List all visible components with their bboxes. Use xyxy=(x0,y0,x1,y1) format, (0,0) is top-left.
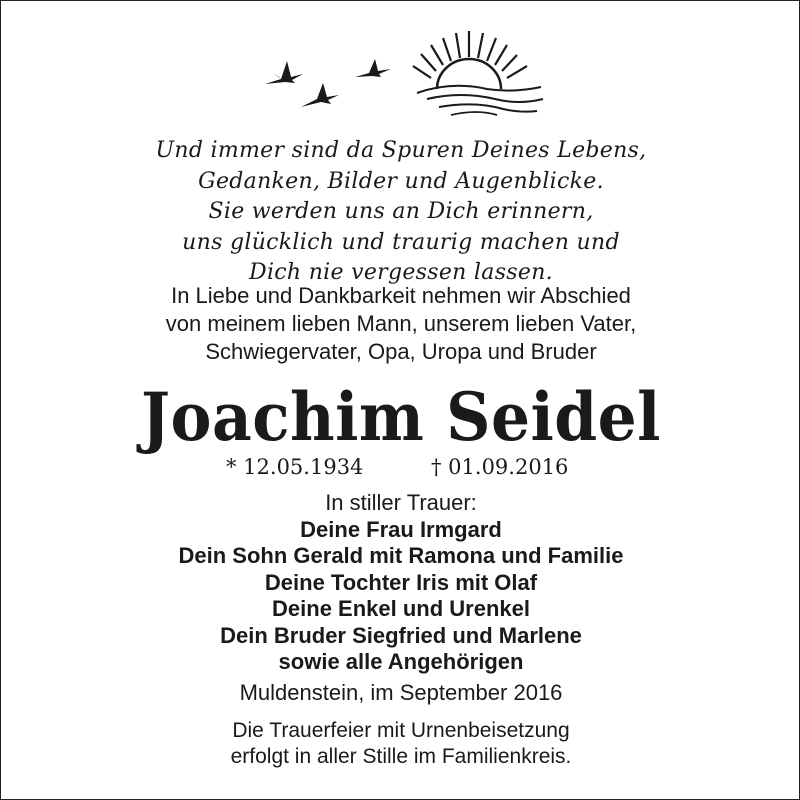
life-dates xyxy=(1,453,800,481)
farewell-line: von meinem lieben Mann, unserem lieben Vater, xyxy=(165,311,637,336)
memorial-verse xyxy=(1,136,800,289)
farewell-line: In Liebe und Dankbarkeit nehmen wir Abschied xyxy=(171,283,631,308)
notice-line: erfolgt in aller Stille im Familienkreis. xyxy=(230,745,572,768)
farewell-text xyxy=(1,282,800,366)
mourner-line: sowie alle Angehörigen xyxy=(278,649,524,674)
verse-line: uns glücklich und traurig machen und xyxy=(182,229,620,255)
verse-line: Sie werden uns an Dich erinnern, xyxy=(208,199,594,224)
deceased-name: Joachim Seidel xyxy=(141,378,661,456)
mourner-line: Dein Sohn Gerald mit Ramona und Familie xyxy=(178,543,624,568)
birth-date: * 12.05.1934 xyxy=(226,455,364,479)
funeral-notice xyxy=(1,718,800,770)
notice-line: Die Trauerfeier mit Urnenbeisetzung xyxy=(232,719,570,742)
flying-birds-icon xyxy=(265,59,391,107)
verse-line: Und immer sind da Spuren Deines Lebens, xyxy=(155,138,647,163)
place-and-date: Muldenstein, im September 2016 xyxy=(239,680,563,705)
mourner-line: Deine Frau Irmgard xyxy=(300,516,502,542)
sunset-hills-icon xyxy=(413,31,543,115)
mourner-line: Deine Tochter Iris mit Olaf xyxy=(264,569,538,595)
mourners-intro: In stiller Trauer: xyxy=(325,490,477,515)
decoration xyxy=(251,27,551,119)
mourner-line: Dein Bruder Siegfried und Marlene xyxy=(220,622,582,648)
verse-line: Gedanken, Bilder und Augenblicke. xyxy=(198,168,604,194)
farewell-line: Schwiegervater, Opa, Uropa und Bruder xyxy=(205,339,597,364)
mourner-line: Deine Enkel und Urenkel xyxy=(272,596,530,621)
mourners-list xyxy=(1,490,800,676)
death-date: † 01.09.2016 xyxy=(431,455,569,479)
verse-line: Dich nie vergessen lassen. xyxy=(249,260,553,285)
